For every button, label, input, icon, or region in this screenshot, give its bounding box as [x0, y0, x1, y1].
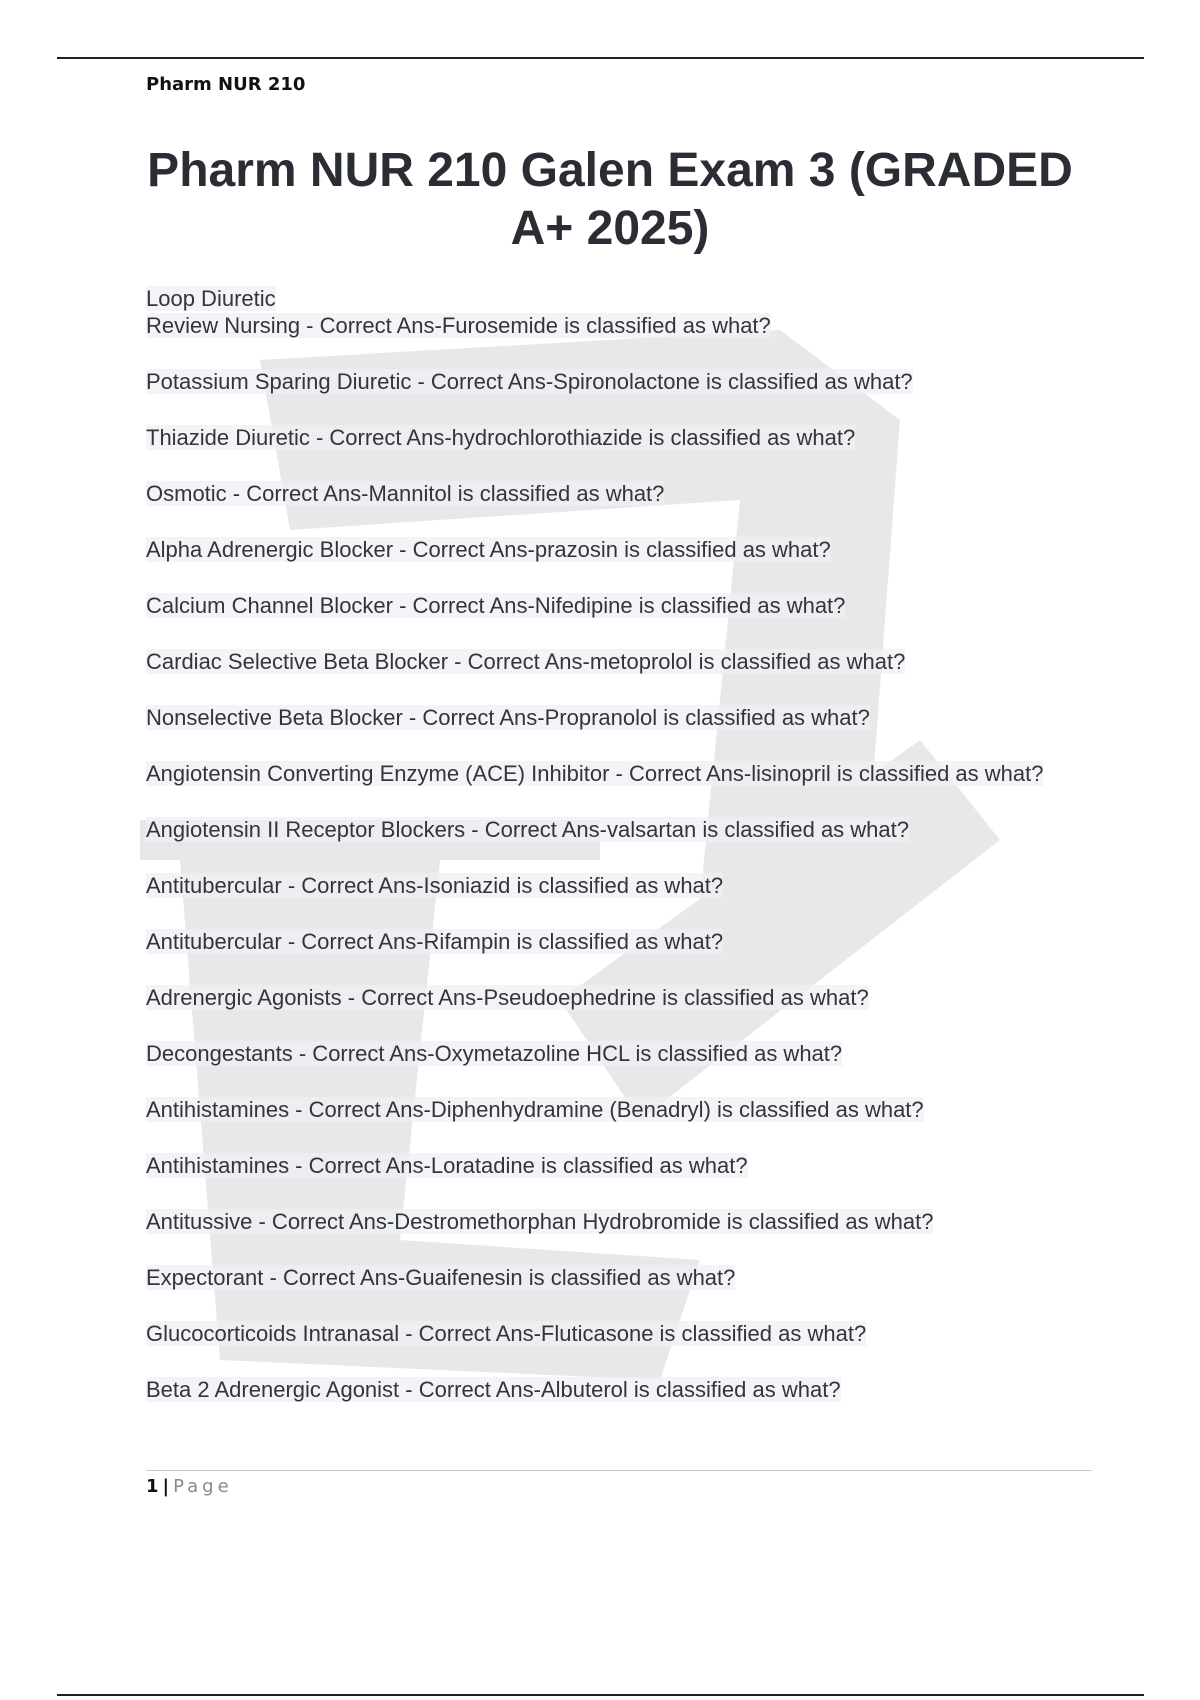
list-item [146, 872, 1076, 899]
qa-list [146, 285, 1076, 1432]
page-number: 1 [146, 1476, 159, 1497]
document-title: Pharm NUR 210 Galen Exam 3 (GRADED A+ 2025) [147, 144, 1073, 255]
list-item [146, 704, 1076, 731]
footer-rule [146, 1470, 1092, 1471]
list-item [146, 1208, 1076, 1235]
list-item [146, 424, 1076, 451]
list-item-text: Beta 2 Adrenergic Agonist - Correct Ans-Albuterol is classified as what? [146, 1377, 841, 1402]
page-footer [146, 1476, 233, 1497]
list-item-text: Antitubercular - Correct Ans-Rifampin is classified as what? [146, 929, 724, 954]
list-item [146, 592, 1076, 619]
list-item-text: Decongestants - Correct Ans-Oxymetazoline HCL is classified as what? [146, 1041, 843, 1066]
list-item-text: Nonselective Beta Blocker - Correct Ans-Propranolol is classified as what? [146, 705, 870, 730]
list-item-text: Adrenergic Agonists - Correct Ans-Pseudoephedrine is classified as what? [146, 985, 869, 1010]
list-item-text: Angiotensin II Receptor Blockers - Correct Ans-valsartan is classified as what? [146, 817, 909, 842]
list-item-text: Alpha Adrenergic Blocker - Correct Ans-prazosin is classified as what? [146, 537, 831, 562]
list-item-text: Loop Diuretic [146, 286, 276, 311]
list-item [146, 984, 1076, 1011]
footer-separator: | [162, 1476, 170, 1497]
list-item-text: Cardiac Selective Beta Blocker - Correct Ans-metoprolol is classified as what? [146, 649, 906, 674]
list-item [146, 1096, 1076, 1123]
top-rule [57, 57, 1144, 59]
list-item-text: Review Nursing - Correct Ans-Furosemide is classified as what? [146, 313, 771, 338]
list-item-text: Angiotensin Converting Enzyme (ACE) Inhibitor - Correct Ans-lisinopril is classified as what? [146, 761, 1044, 786]
list-item [146, 1376, 1076, 1403]
list-item-text: Thiazide Diuretic - Correct Ans-hydrochlorothiazide is classified as what? [146, 425, 856, 450]
list-item [146, 648, 1076, 675]
list-item-text: Antihistamines - Correct Ans-Loratadine is classified as what? [146, 1153, 748, 1178]
list-item-text: Antitussive - Correct Ans-Destromethorphan Hydrobromide is classified as what? [146, 1209, 934, 1234]
list-item [146, 285, 1076, 339]
list-item [146, 368, 1076, 395]
running-header: Pharm NUR 210 [146, 74, 306, 95]
list-item-text: Antihistamines - Correct Ans-Diphenhydramine (Benadryl) is classified as what? [146, 1097, 924, 1122]
list-item-text: Calcium Channel Blocker - Correct Ans-Nifedipine is classified as what? [146, 593, 846, 618]
bottom-rule [57, 1694, 1144, 1696]
list-item-text: Glucocorticoids Intranasal - Correct Ans-Fluticasone is classified as what? [146, 1321, 867, 1346]
list-item-text: Expectorant - Correct Ans-Guaifenesin is classified as what? [146, 1265, 736, 1290]
list-item [146, 1152, 1076, 1179]
list-item [146, 1264, 1076, 1291]
page-label: Page [173, 1476, 233, 1497]
list-item [146, 536, 1076, 563]
list-item-text: Antitubercular - Correct Ans-Isoniazid is classified as what? [146, 873, 724, 898]
list-item [146, 480, 1076, 507]
list-item [146, 1040, 1076, 1067]
list-item-text: Potassium Sparing Diuretic - Correct Ans-Spironolactone is classified as what? [146, 369, 913, 394]
list-item [146, 816, 1076, 843]
list-item [146, 928, 1076, 955]
list-item [146, 1320, 1076, 1347]
list-item-text: Osmotic - Correct Ans-Mannitol is classified as what? [146, 481, 665, 506]
list-item [146, 760, 1076, 787]
